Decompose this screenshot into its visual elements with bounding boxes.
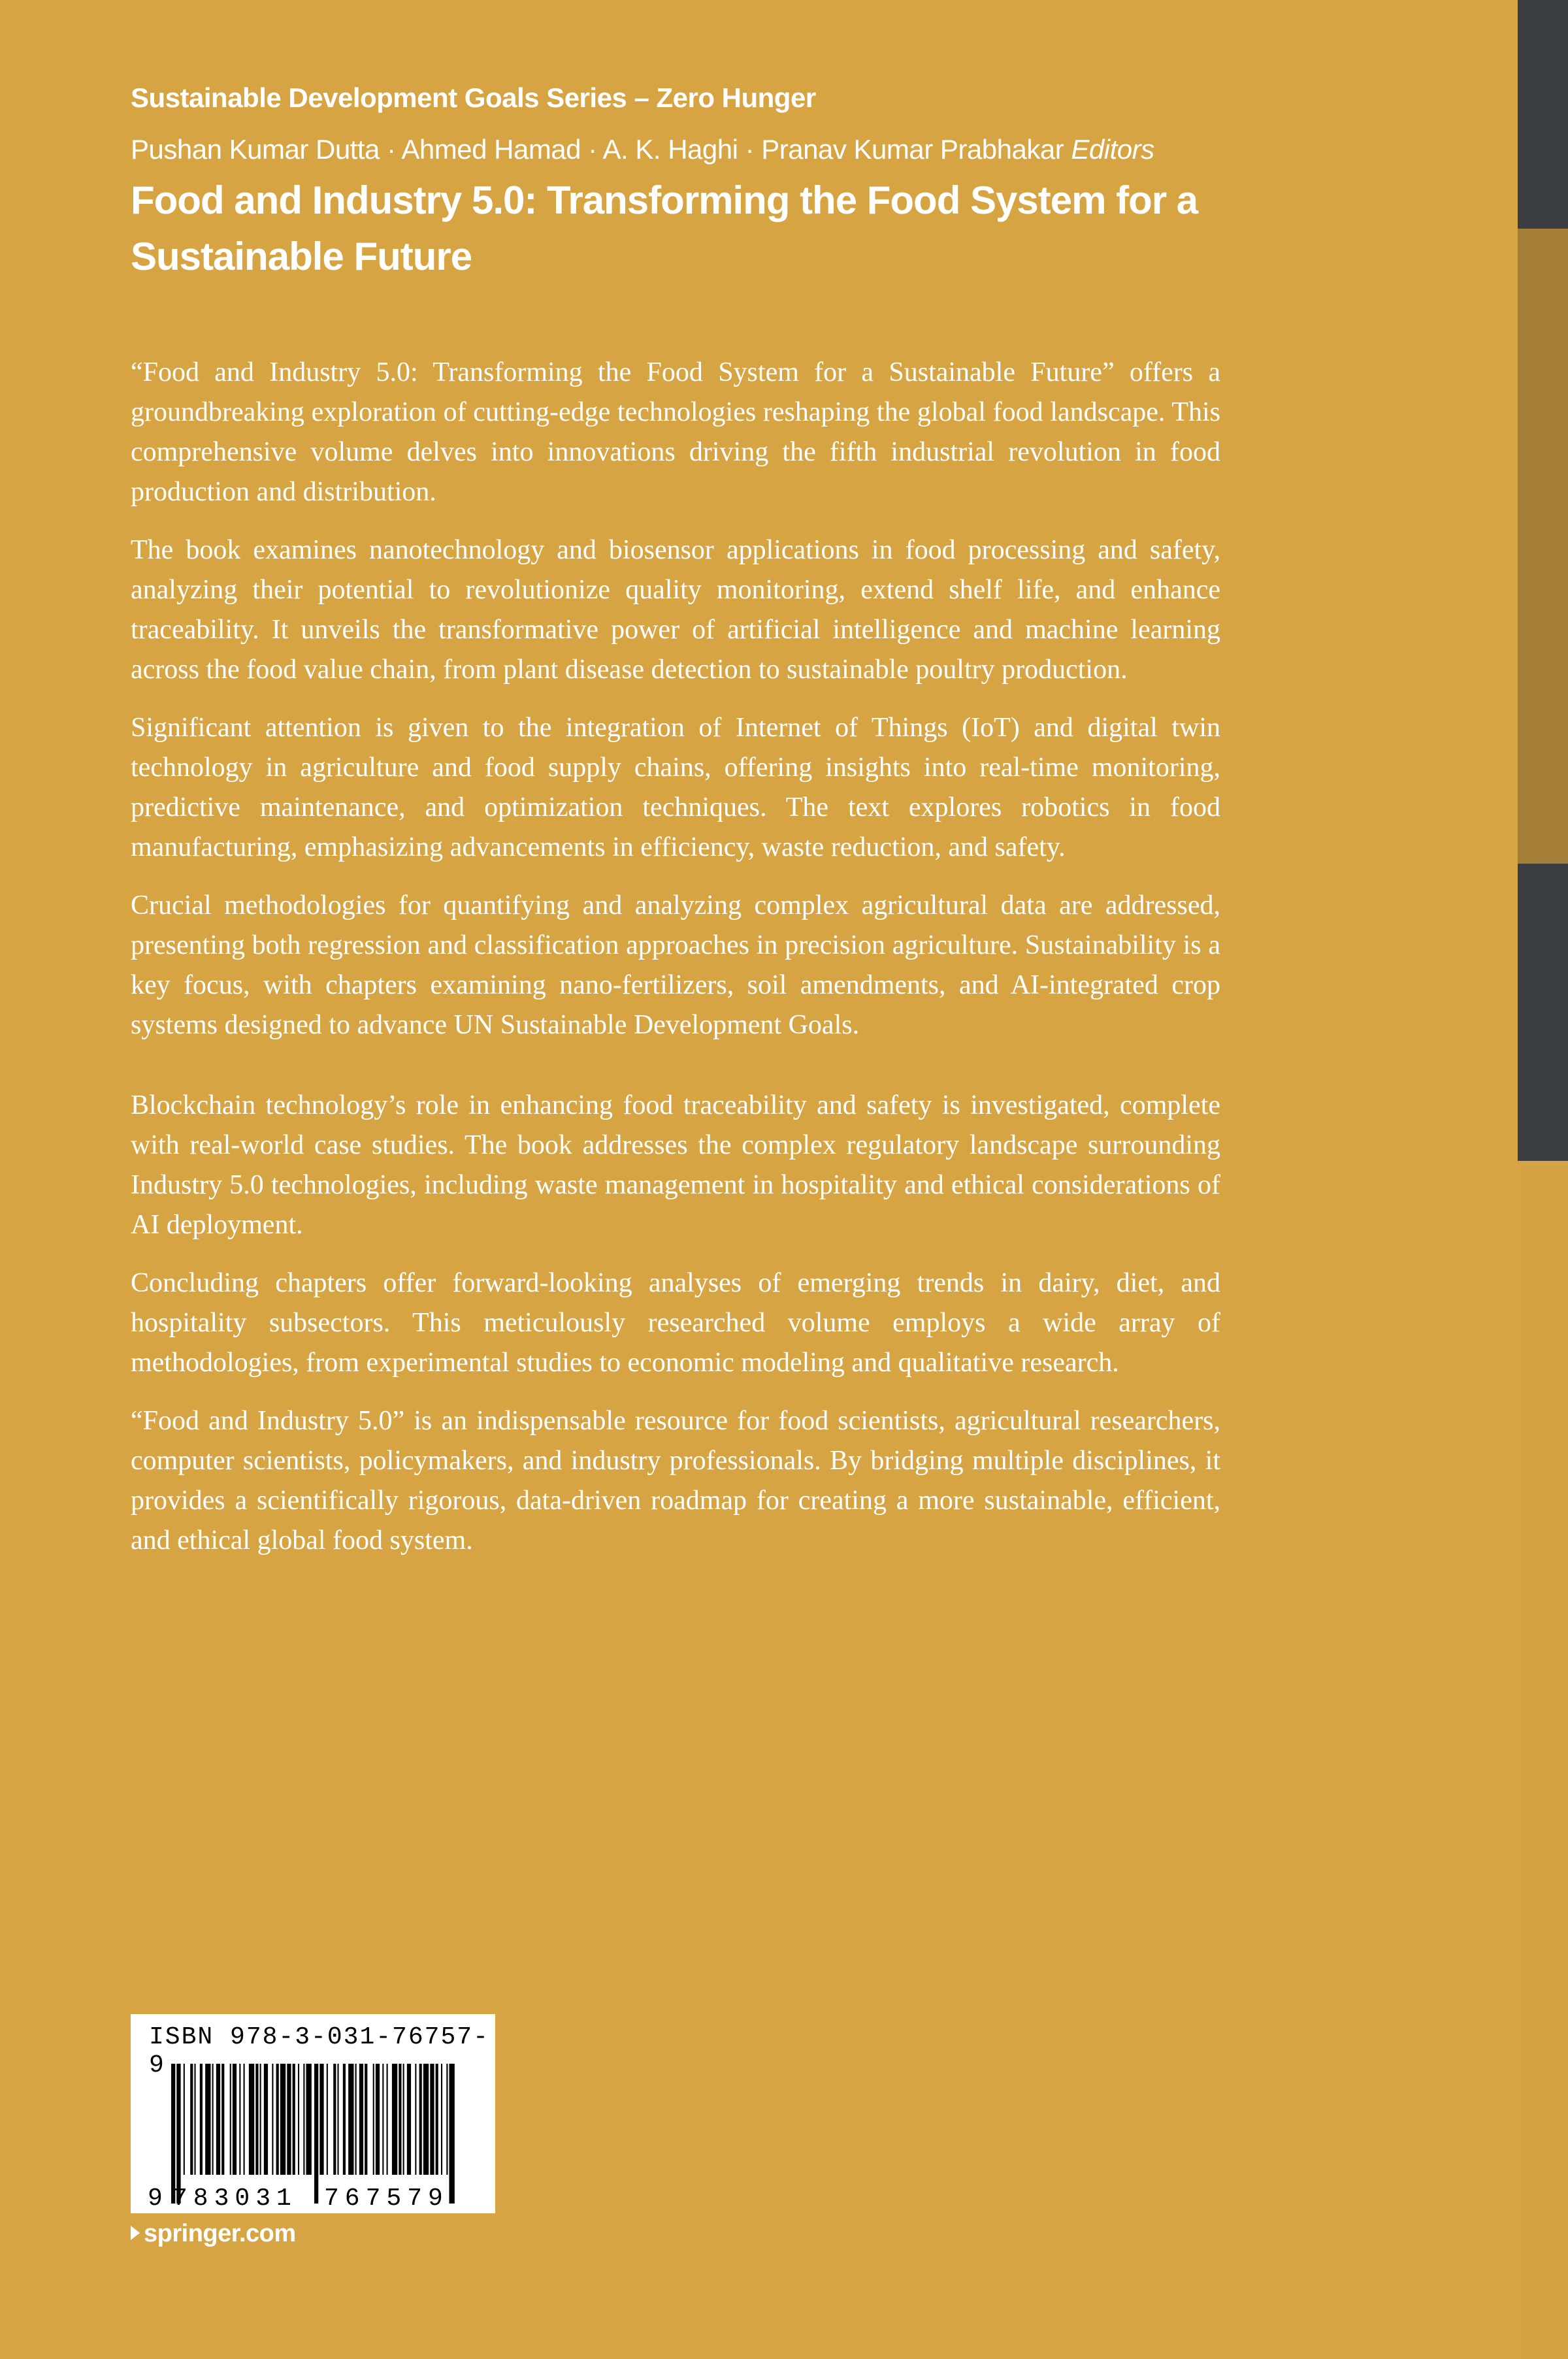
barcode-bar <box>441 2064 442 2175</box>
cover-header <box>131 77 1359 285</box>
barcode-bar <box>355 2064 357 2175</box>
blurb-paragraph-6: Concluding chapters offer forward-looking analyses of emerging trends in dairy, diet, and hospitality subsectors. This meticulously researched volume employs a wide array of methodologies, from experimental studies to economic modeling and qualitative research. <box>131 1268 1220 1378</box>
blurb-paragraph-5: Blockchain technology’s role in enhancing food traceability and safety is investigated, complete with real-world case studies. The book addresses the complex regulatory landscape surrounding Industry 5.0 technologies, including waste management in hospitality and ethical considerations of AI deployment. <box>131 1090 1220 1240</box>
barcode-bar <box>260 2064 261 2175</box>
barcode-bar <box>403 2064 404 2175</box>
barcode-bar <box>190 2064 193 2175</box>
barcode-bar <box>430 2064 434 2175</box>
barcode-bar <box>373 2064 374 2175</box>
barcode-bar <box>343 2064 346 2175</box>
barcode-bar <box>419 2064 422 2175</box>
editors-names: Pushan Kumar Dutta · Ahmed Hamad · A. K. Haghi · Pranav Kumar Prabhakar <box>131 134 1064 165</box>
spine-mid-band <box>1518 229 1568 864</box>
blurb-paragraph-7: “Food and Industry 5.0” is an indispensable resource for food scientists, agricultural researchers, computer scientists, policymakers, and industry professionals. By bridging multiple disciplines, it provides a scientifically rigorous, data-driven roadmap for creating a more sustainable, efficient, and ethical global food system. <box>131 1406 1220 1555</box>
isbn-barcode <box>131 2014 495 2213</box>
barcode-bar <box>314 2064 318 2204</box>
barcode-bar <box>436 2064 438 2175</box>
barcode-bar <box>293 2064 295 2175</box>
barcode-bar <box>399 2064 401 2175</box>
book-title <box>131 172 1359 285</box>
barcode-bar <box>306 2064 311 2175</box>
barcode-bar <box>319 2064 323 2175</box>
blurb-paragraph-2: The book examines nanotechnology and biosensor applications in food processing and safety, analyzing their potential to revolutionize quality monitoring, extend shelf life, and enhance traceability. It unveils the transformative power of artificial intelligence and machine learning across the food value chain, from plant disease detection to sustainable poultry production. <box>131 535 1220 685</box>
barcode-bar <box>244 2064 245 2175</box>
book-title-line-2: Sustainable Future <box>131 235 472 278</box>
barcode-bar <box>221 2064 224 2175</box>
barcode-bar <box>376 2064 380 2175</box>
blurb-paragraph-3: Significant attention is given to the integration of Internet of Things (IoT) and digital twin technology in agriculture and food supply chains, offering insights into real-time monitoring, predictive maintenance, and optimization techniques. The text explores robotics in food manufacturing, emphasizing advancements in efficiency, waste reduction, and safety. <box>131 713 1220 862</box>
editors-line <box>131 131 1359 169</box>
barcode-bar <box>280 2064 286 2175</box>
editors-role: Editors <box>1071 134 1154 165</box>
barcode-bar <box>212 2064 214 2175</box>
barcode-bar <box>216 2064 220 2175</box>
barcode-bar <box>303 2064 304 2175</box>
publisher-link[interactable] <box>131 2220 296 2248</box>
barcode-bar <box>233 2064 237 2175</box>
barcode-bar <box>239 2064 240 2175</box>
isbn-label: ISBN 978-3-031-76757-9 <box>149 2023 489 2079</box>
spine-dark-band-bottom <box>1518 864 1568 1161</box>
barcode-bar <box>194 2064 195 2175</box>
spine-dark-band-top <box>1518 0 1568 229</box>
barcode-bar <box>365 2064 367 2175</box>
barcode-bar <box>337 2064 338 2175</box>
barcode-bar <box>387 2064 388 2175</box>
barcode-digit-lead: 9 <box>148 2185 163 2213</box>
triangle-right-icon <box>131 2226 140 2240</box>
barcode-bar <box>205 2064 210 2175</box>
barcode-bar <box>382 2064 384 2175</box>
publisher-url: springer.com <box>144 2220 296 2247</box>
barcode-bar <box>446 2064 448 2175</box>
series-title: Sustainable Development Goals Series – Zero Hunger <box>131 82 816 113</box>
barcode-digit-group-left: 783031 <box>172 2185 297 2213</box>
barcode-bar <box>230 2064 231 2175</box>
barcode-bar <box>184 2064 185 2175</box>
barcode-bar <box>392 2064 397 2175</box>
barcode-bar <box>176 2064 180 2204</box>
barcode-bar <box>327 2064 328 2175</box>
barcode-bar <box>276 2064 279 2175</box>
barcode-icon <box>131 2014 495 2213</box>
barcode-bar <box>359 2064 363 2175</box>
barcode-bar <box>272 2064 273 2175</box>
barcode-bar <box>171 2064 175 2204</box>
barcode-bar <box>407 2064 411 2175</box>
barcode-digit-group-right: 767579 <box>324 2185 449 2213</box>
blurb <box>131 353 1220 1579</box>
blurb-paragraph-1: “Food and Industry 5.0: Transforming the Food System for a Sustainable Future” offers a groundbreaking exploration of cutting-edge technologies reshaping the global food landscape. This comprehensive volume delves into innovations driving the fifth industrial revolution in food production and distribution. <box>131 357 1220 507</box>
barcode-bar <box>333 2064 336 2175</box>
barcode-bar <box>264 2064 268 2175</box>
book-title-line-1: Food and Industry 5.0: Transforming the Food System for a <box>131 178 1198 222</box>
barcode-bar <box>287 2064 291 2175</box>
spine-lower-band <box>1518 1161 1568 2359</box>
barcode-bar <box>255 2064 258 2175</box>
blurb-paragraph-4: Crucial methodologies for quantifying and analyzing complex agricultural data are addressed, presenting both regression and classification approaches in precision agriculture. Sustainability is a key focus, with chapters examining nano-fertilizers, soil amendments, and AI-integrated crop systems designed to advance UN Sustainable Development Goals. <box>131 890 1220 1040</box>
barcode-bar <box>415 2064 416 2175</box>
barcode-bar <box>449 2064 454 2204</box>
barcode-bar <box>200 2064 203 2175</box>
barcode-bar <box>348 2064 353 2175</box>
barcode-bar <box>298 2064 299 2175</box>
barcode-bar <box>423 2064 429 2175</box>
barcode-bar <box>249 2064 254 2175</box>
